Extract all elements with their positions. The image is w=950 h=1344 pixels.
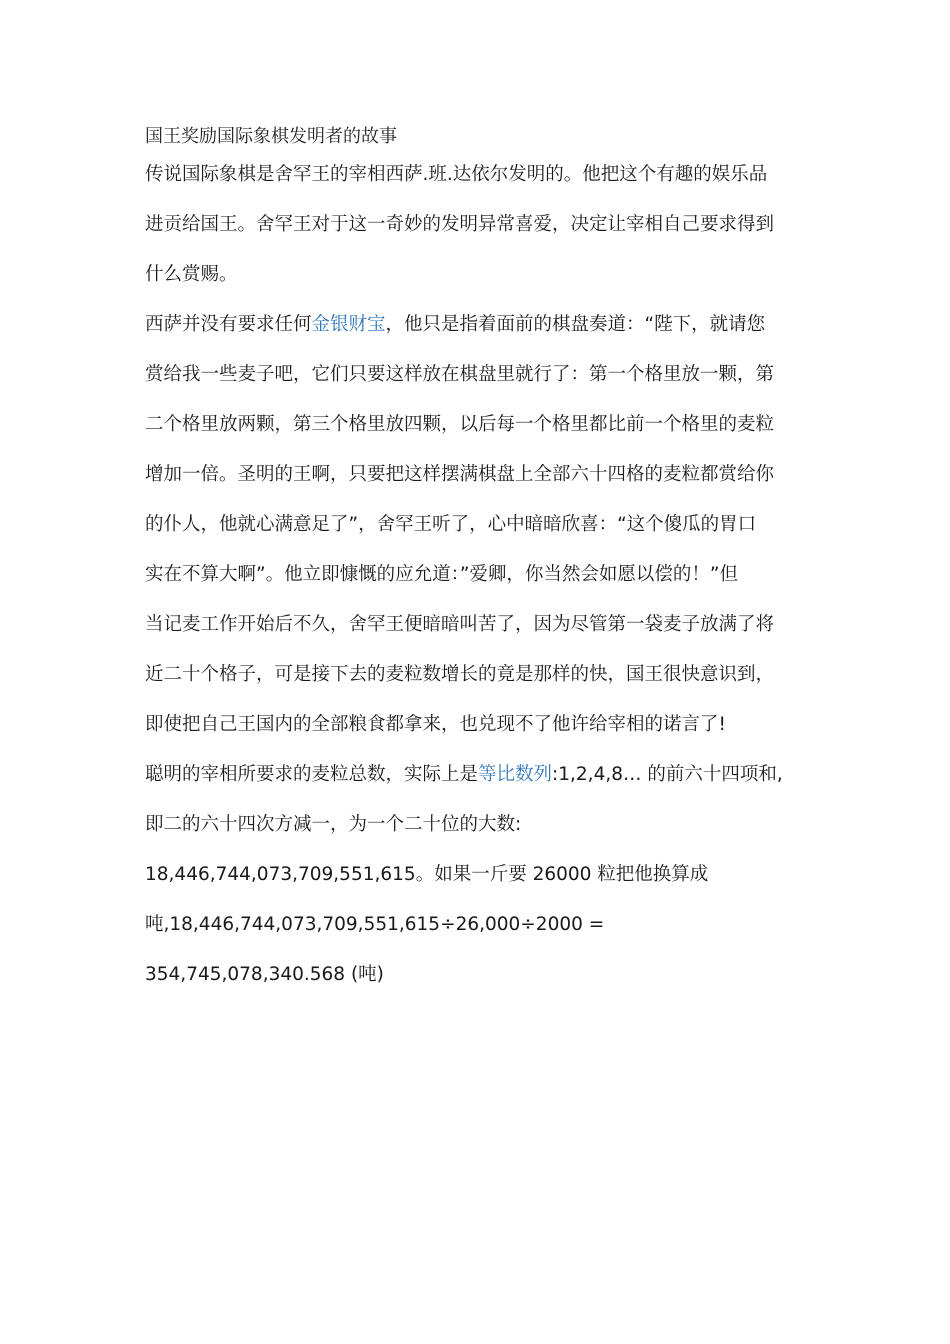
paragraph-line: 18,446,744,073,709,551,615。如果一斤要 26000 粒把他换算成 bbox=[145, 864, 709, 885]
link-gold-silver-treasure[interactable]: 金银财宝 bbox=[311, 314, 386, 335]
paragraph-line: 的仆人，他就心满意足了”，舍罕王听了，心中暗暗欣喜：“这个傻瓜的胃口 bbox=[145, 514, 757, 535]
paragraph-intro bbox=[145, 150, 810, 300]
paragraph-line: 增加一倍。圣明的王啊，只要把这样摆满棋盘上全部六十四格的麦粒都赏给你 bbox=[145, 464, 775, 485]
paragraph-line bbox=[145, 750, 810, 800]
paragraph-line: 传说国际象棋是舍罕王的宰相西萨.班.达依尔发明的。他把这个有趣的娱乐品 bbox=[145, 164, 768, 185]
text-segment: :1,2,4,8… 的前六十四项和, bbox=[552, 764, 783, 785]
paragraph-line: 即二的六十四次方减一，为一个二十位的大数: bbox=[145, 814, 522, 835]
paragraph-line: 进贡给国王。舍罕王对于这一奇妙的发明异常喜爱，决定让宰相自己要求得到 bbox=[145, 214, 775, 235]
text-segment: 聪明的宰相所要求的麦粒总数，实际上是 bbox=[145, 764, 479, 785]
paragraph-line: 当记麦工作开始后不久，舍罕王便暗暗叫苦了，因为尽管第一袋麦子放满了将 bbox=[145, 614, 775, 635]
paragraph-line bbox=[145, 300, 810, 350]
text-segment: 西萨并没有要求任何 bbox=[145, 314, 312, 335]
paragraph-line: 即使把自己王国内的全部粮食都拿来，也兑现不了他许给宰相的诺言了! bbox=[145, 714, 726, 735]
paragraph-line: 什么赏赐。 bbox=[145, 264, 238, 285]
paragraph-calculation bbox=[145, 750, 810, 1000]
paragraph-story bbox=[145, 300, 810, 750]
document-title: 国王奖励国际象棋发明者的故事 bbox=[145, 126, 397, 147]
document-page bbox=[145, 122, 810, 1000]
paragraph-line: 二个格里放两颗，第三个格里放四颗，以后每一个格里都比前一个格里的麦粒 bbox=[145, 414, 775, 435]
paragraph-line: 实在不算大啊”。他立即慷慨的应允道：”爱卿，你当然会如愿以偿的！”但 bbox=[145, 564, 739, 585]
link-geometric-sequence[interactable]: 等比数列 bbox=[478, 764, 553, 785]
paragraph-line: 近二十个格子，可是接下去的麦粒数增长的竟是那样的快，国王很快意识到， bbox=[145, 664, 775, 685]
text-segment: ，他只是指着面前的棋盘奏道：“陛下，就请您 bbox=[385, 314, 766, 335]
paragraph-line: 354,745,078,340.568 (吨) bbox=[145, 964, 384, 985]
paragraph-line: 赏给我一些麦子吧，它们只要这样放在棋盘里就行了：第一个格里放一颗，第 bbox=[145, 364, 775, 385]
paragraph-line: 吨,18,446,744,073,709,551,615÷26,000÷2000 = bbox=[145, 914, 605, 935]
